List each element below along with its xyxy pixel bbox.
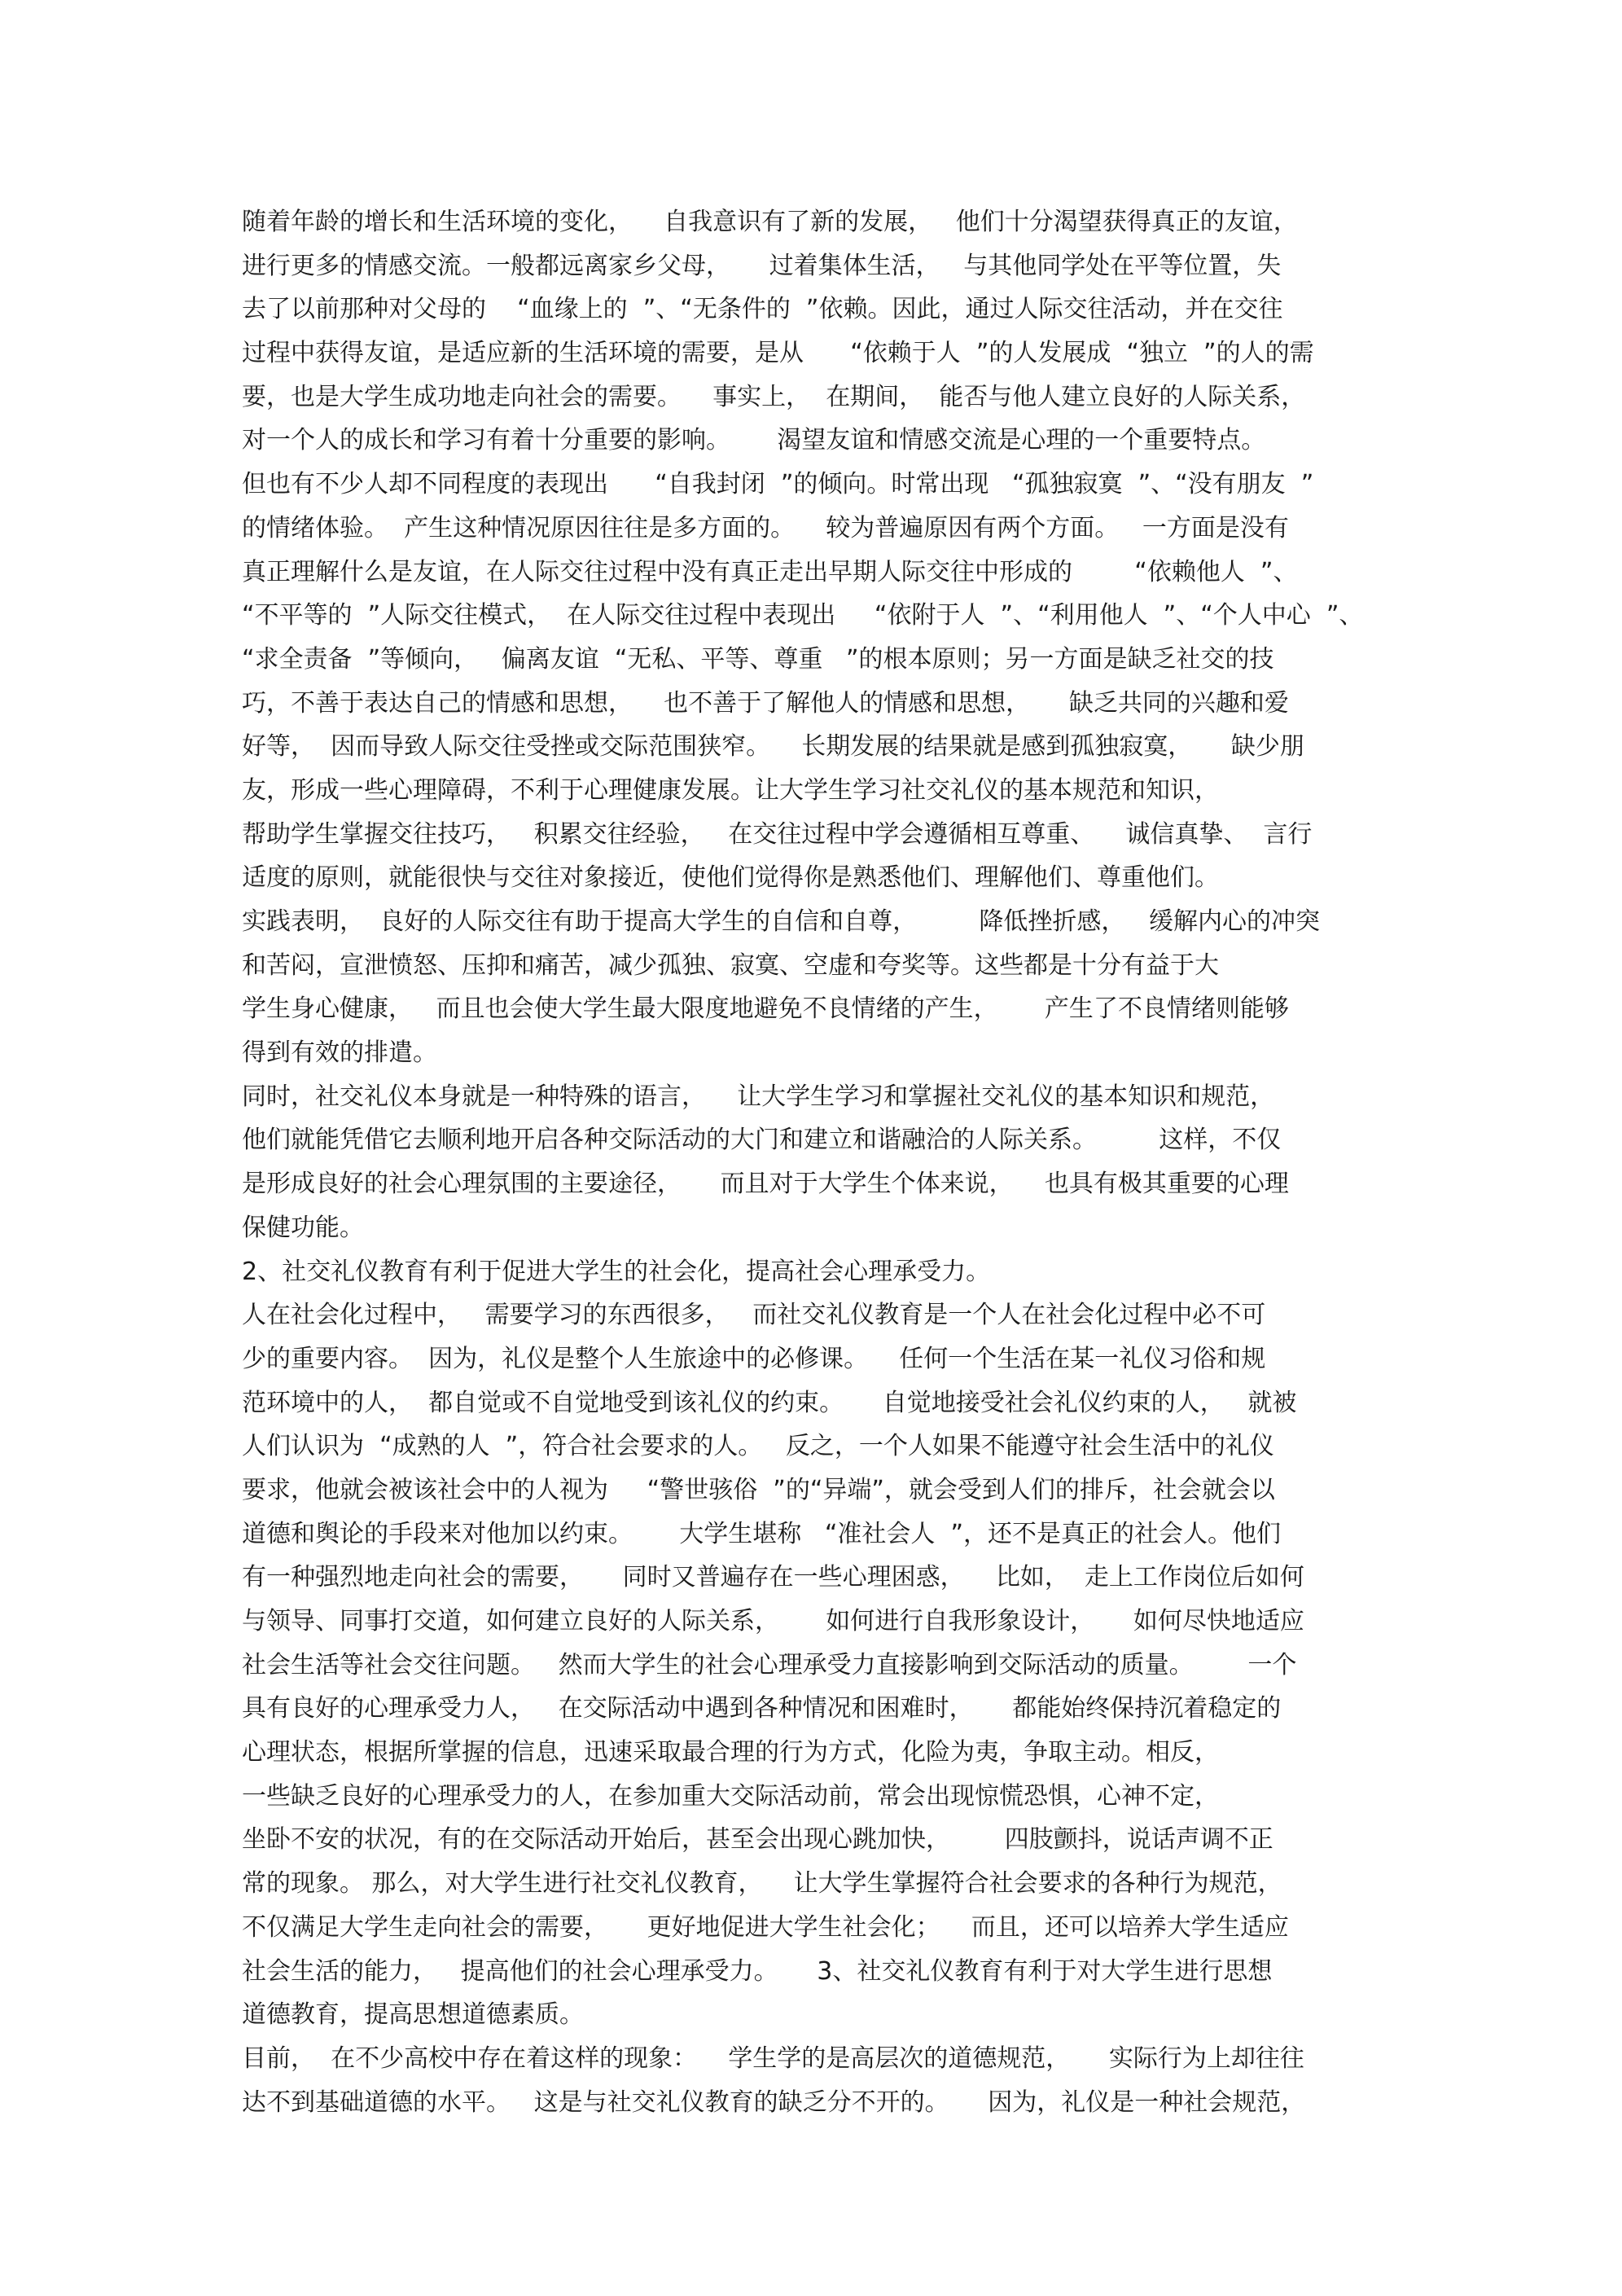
text-line: 少的重要内容。 因为，礼仪是整个人生旅途中的必修课。 任何一个生活在某一礼仪习俗和规 [242, 1344, 1266, 1373]
text-line: 人们认识为 “成熟的人 ”，符合社会要求的人。 反之，一个人如果不能遵守社会生活中的礼仪 [242, 1432, 1274, 1461]
text-line: 社会生活等社会交往问题。 然而大学生的社会心理承受力直接影响到交际活动的质量。 一个 [242, 1650, 1297, 1679]
text-line: 他们就能凭借它去顺利地开启各种交际活动的大门和建立和谐融洽的人际关系。 这样，不仅 [242, 1126, 1282, 1155]
text-line: 进行更多的情感交流。一般都远离家乡父母， 过着集体生活， 与其他同学处在平等位置，失 [242, 251, 1282, 280]
text-line: 一些缺乏良好的心理承受力的人，在参加重大交际活动前，常会出现惊慌恐惧，心神不定， [242, 1781, 1219, 1811]
text-line: 人在社会化过程中， 需要学习的东西很多， 而社交礼仪教育是一个人在社会化过程中必不可 [242, 1301, 1266, 1330]
text-line: 帮助学生掌握交往技巧， 积累交往经验， 在交往过程中学会遵循相互尊重、 诚信真挚、 言行 [242, 819, 1313, 849]
text-line: 坐卧不安的状况，有的在交际活动开始后，甚至会出现心跳加快， 四肢颤抖，说话声调不正 [242, 1825, 1273, 1855]
text-line: 范环境中的人， 都自觉或不自觉地受到该礼仪的约束。 自觉地接受社会礼仪约束的人， 就被 [242, 1388, 1297, 1417]
text-line: “不平等的 ”人际交往模式， 在人际交往过程中表现出 “依附于人 ”、“利用他人 ”、“个人中心 ”、 [242, 601, 1364, 630]
text-line: 与领导、同事打交道，如何建立良好的人际关系， 如何进行自我形象设计， 如何尽快地适应 [242, 1607, 1304, 1635]
text-line: 的情绪体验。 产生这种情况原因往往是多方面的。 较为普遍原因有两个方面。 一方面是没有 [242, 513, 1289, 542]
text-line: “求全责备 ”等倾向， 偏离友谊 “无私、平等、尊重 ”的根本原则；另一方面是缺乏社交的技 [242, 644, 1274, 674]
text-line: 对一个人的成长和学习有着十分重要的影响。 渴望友谊和情感交流是心理的一个重要特点。 [242, 426, 1266, 455]
text-line: 同时，社交礼仪本身就是一种特殊的语言， 让大学生学习和掌握社交礼仪的基本知识和规范， [242, 1082, 1275, 1111]
text-line: 要求，他就会被该社会中的人视为 “警世骇俗 ”的“异端”，就会受到人们的排斥，社会就会以 [242, 1475, 1275, 1504]
text-line: 达不到基础道德的水平。 这是与社交礼仪教育的缺乏分不开的。 因为，礼仪是一种社会规范， [242, 2087, 1306, 2117]
text-line: 保健功能。 [242, 1213, 364, 1242]
text-line: 适度的原则，就能很快与交往对象接近，使他们觉得你是熟悉他们、理解他们、尊重他们。 [242, 863, 1219, 893]
text-line: 去了以前那种对父母的 “血缘上的 ”、“无条件的 ”依赖。因此，通过人际交往活动，并在交往 [242, 295, 1283, 324]
text-line: 2、社交礼仪教育有利于促进大学生的社会化，提高社会心理承受力。 [242, 1257, 991, 1286]
text-line: 过程中获得友谊，是适应新的生活环境的需要，是从 “依赖于人 ”的人发展成 “独立 ”的人的需 [242, 339, 1314, 368]
text-line: 要，也是大学生成功地走向社会的需要。 事实上， 在期间， 能否与他人建立良好的人际关系， [242, 382, 1306, 411]
text-line: 友，形成一些心理障碍，不利于心理健康发展。让大学生学习社交礼仪的基本规范和知识， [242, 775, 1219, 805]
text-line: 随着年龄的增长和生活环境的变化， 自我意识有了新的发展， 他们十分渴望获得真正的友谊， [242, 208, 1298, 236]
text-line: 心理状态，根据所掌握的信息，迅速采取最合理的行为方式，化险为夷，争取主动。相反， [242, 1738, 1219, 1767]
text-line: 具有良好的心理承受力人， 在交际活动中遇到各种情况和困难时， 都能始终保持沉着稳定的 [242, 1694, 1282, 1723]
text-line: 有一种强烈地走向社会的需要， 同时又普遍存在一些心理困惑， 比如， 走上工作岗位后如何 [242, 1563, 1304, 1592]
text-line: 得到有效的排遣。 [242, 1038, 437, 1068]
text-line: 学生身心健康， 而且也会使大学生最大限度地避免不良情绪的产生， 产生了不良情绪则能够 [242, 994, 1289, 1024]
text-line: 目前， 在不少高校中存在着这样的现象： 学生学的是高层次的道德规范， 实际行为上却往往 [242, 2044, 1304, 2073]
document-body-text [242, 200, 1480, 2124]
text-line: 真正理解什么是友谊，在人际交往过程中没有真正走出早期人际交往中形成的 “依赖他人 ”、 [242, 557, 1298, 586]
text-line: 是形成良好的社会心理氛围的主要途径， 而且对于大学生个体来说， 也具有极其重要的心理 [242, 1170, 1289, 1199]
text-line: 好等， 因而导致人际交往受挫或交际范围狭窄。 长期发展的结果就是感到孤独寂寞， 缺少朋 [242, 732, 1304, 762]
text-line: 和苦闷，宣泄愤怒、压抑和痛苦，减少孤独、寂寞、空虚和夸奖等。这些都是十分有益于大 [242, 950, 1219, 980]
text-line: 不仅满足大学生走向社会的需要， 更好地促进大学生社会化； 而且，还可以培养大学生适应 [242, 1912, 1289, 1942]
text-line: 常的现象。 那么，对大学生进行社交礼仪教育， 让大学生掌握符合社会要求的各种行为规范， [242, 1869, 1282, 1899]
text-line: 巧，不善于表达自己的情感和思想， 也不善于了解他人的情感和思想， 缺乏共同的兴趣和爱 [242, 688, 1289, 718]
text-line: 但也有不少人却不同程度的表现出 “自我封闭 ”的倾向。时常出现 “孤独寂寞 ”、“没有朋友 ” [242, 470, 1314, 499]
text-line: 道德和舆论的手段来对他加以约束。 大学生堪称 “准社会人 ”，还不是真正的社会人。他们 [242, 1519, 1281, 1548]
text-line: 道德教育，提高思想道德素质。 [242, 2000, 584, 2030]
text-line: 社会生活的能力， 提高他们的社会心理承受力。 3、社交礼仪教育有利于对大学生进行思想 [242, 1956, 1273, 1986]
text-line: 实践表明， 良好的人际交往有助于提高大学生的自信和自尊， 降低挫折感， 缓解内心的冲突 [242, 907, 1320, 936]
